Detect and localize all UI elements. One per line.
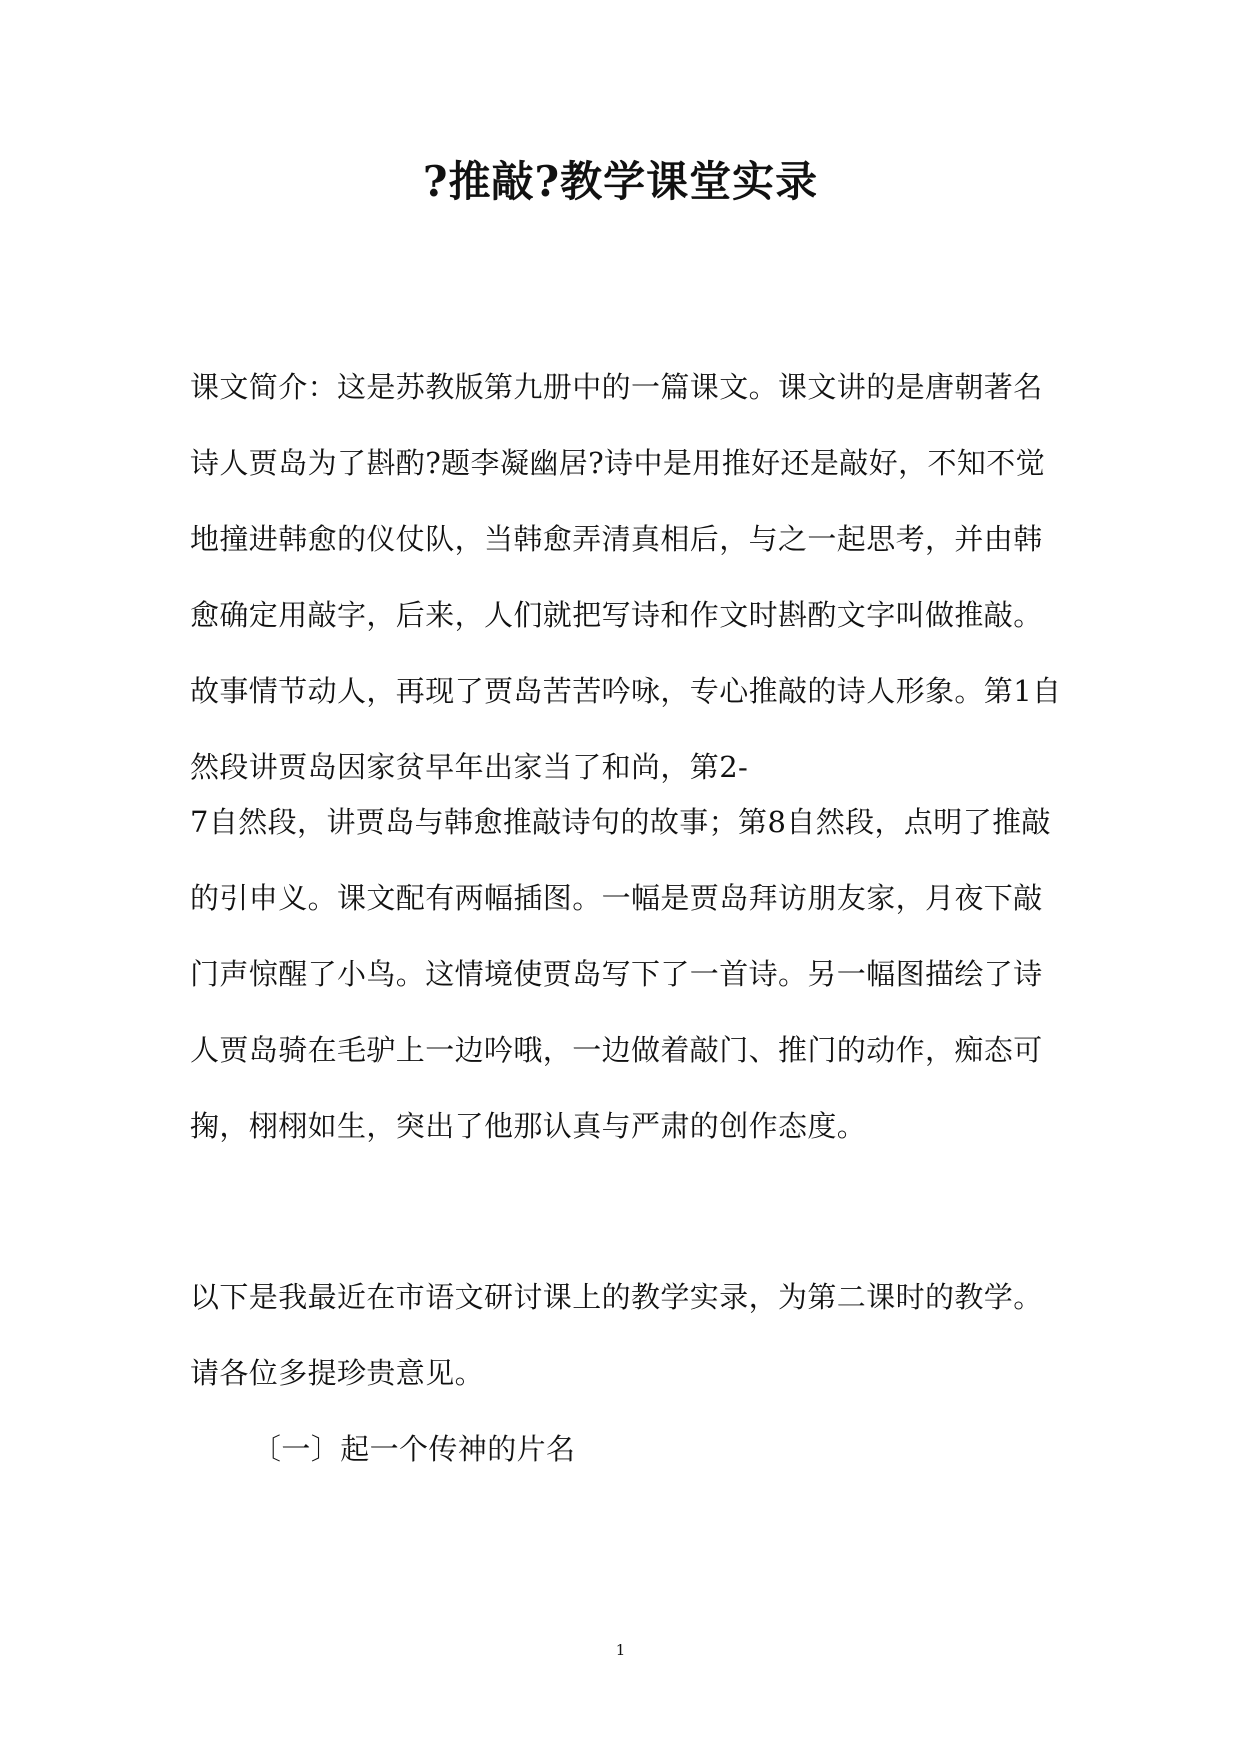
document-title: ?推敲?教学课堂实录	[422, 157, 819, 206]
page-number: 1	[615, 1641, 626, 1659]
section-heading: 〔一〕起一个传神的片名	[252, 1432, 576, 1466]
note-line-2: 请各位多提珍贵意见。	[190, 1356, 485, 1390]
intro-line-10: 人贾岛骑在毛驴上一边吟哦，一边做着敲门、推门的动作，痴态可	[190, 1033, 1043, 1067]
intro-line-3: 地撞进韩愈的仪仗队，当韩愈弄清真相后，与之一起思考，并由韩	[190, 522, 1043, 556]
intro-line-5: 故事情节动人，再现了贾岛苦苦吟咏，专心推敲的诗人形象。第1自	[190, 674, 1062, 708]
intro-line-2: 诗人贾岛为了斟酌?题李凝幽居?诗中是用推好还是敲好，不知不觉	[190, 446, 1046, 480]
intro-line-11: 掬，栩栩如生，突出了他那认真与严肃的创作态度。	[190, 1109, 867, 1143]
intro-line-8: 的引申义。课文配有两幅插图。一幅是贾岛拜访朋友家，月夜下敲	[190, 881, 1043, 915]
intro-line-4: 愈确定用敲字，后来，人们就把写诗和作文时斟酌文字叫做推敲。	[190, 598, 1043, 632]
intro-line-6: 然段讲贾岛因家贫早年出家当了和尚，第2-	[190, 750, 749, 784]
intro-line-7: 7自然段，讲贾岛与韩愈推敲诗句的故事；第8自然段，点明了推敲	[190, 805, 1051, 839]
note-line-1: 以下是我最近在市语文研讨课上的教学实录，为第二课时的教学。	[190, 1280, 1043, 1314]
intro-line-9: 门声惊醒了小鸟。这情境使贾岛写下了一首诗。另一幅图描绘了诗	[190, 957, 1043, 991]
intro-line-1: 课文简介：这是苏教版第九册中的一篇课文。课文讲的是唐朝著名	[190, 370, 1043, 404]
